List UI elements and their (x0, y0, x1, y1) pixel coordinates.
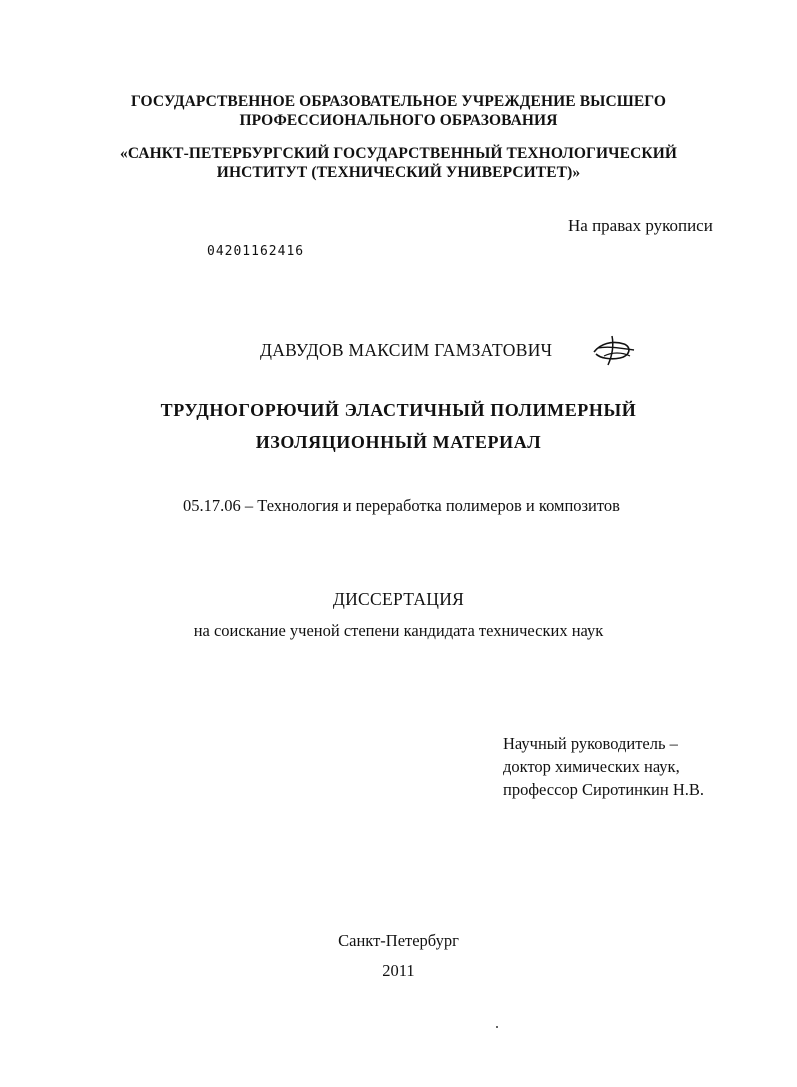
institution-line-4: ИНСТИТУТ (ТЕХНИЧЕСКИЙ УНИВЕРСИТЕТ)» (216, 164, 581, 181)
supervisor-line-2: доктор химических наук, (503, 757, 680, 776)
city: Санкт-Петербург (338, 931, 459, 950)
degree-subtitle: на соискание ученой степени кандидата технических наук (193, 621, 604, 640)
institution-line-2: ПРОФЕССИОНАЛЬНОГО ОБРАЗОВАНИЯ (239, 112, 558, 129)
year: 2011 (382, 961, 415, 980)
specialty: 05.17.06 – Технология и переработка полимеров и композитов (183, 496, 620, 515)
scan-speck (496, 1026, 498, 1028)
institution-line-3: «САНКТ-ПЕТЕРБУРГСКИЙ ГОСУДАРСТВЕННЫЙ ТЕХНОЛОГИЧЕСКИЙ (119, 145, 678, 162)
supervisor-line-1: Научный руководитель – (503, 734, 678, 753)
institution-line-1: ГОСУДАРСТВЕННОЕ ОБРАЗОВАТЕЛЬНОЕ УЧРЕЖДЕНИЕ ВЫСШЕГО (130, 93, 667, 110)
catalog-code: 04201162416 (207, 244, 305, 259)
author-name: ДАВУДОВ МАКСИМ ГАМЗАТОВИЧ (260, 340, 553, 360)
title-line-1: ТРУДНОГОРЮЧИЙ ЭЛАСТИЧНЫЙ ПОЛИМЕРНЫЙ (160, 400, 637, 420)
manuscript-note: На правах рукописи (568, 216, 713, 235)
supervisor-line-3: профессор Сиротинкин Н.В. (503, 780, 704, 799)
title-line-2: ИЗОЛЯЦИОННЫЙ МАТЕРИАЛ (255, 432, 542, 452)
degree-heading: ДИССЕРТАЦИЯ (332, 589, 465, 609)
supervisor-block (503, 732, 704, 801)
signature-icon (590, 332, 638, 368)
